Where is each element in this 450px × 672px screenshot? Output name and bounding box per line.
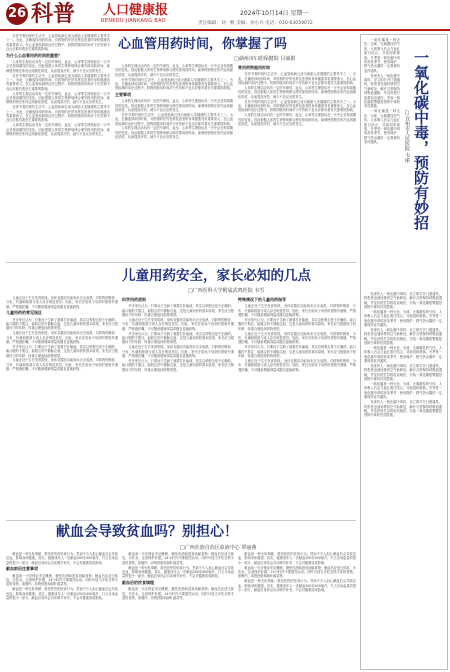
article-body [122, 296, 234, 518]
article-body [238, 296, 356, 518]
paragraph: 许多家长认为，只要孩子生病了就要打针输液，其实这种观念是不正确的。能口服的不肌注，能肌注的不静脉注射，这是儿童用药的基本原则，家长应当根据孩子的年龄、体重合理选择药物剂型。 [122, 304, 234, 318]
paragraph: 儿童正处于生长发育阶段，身体各器官功能尚未完全成熟，对药物的吸收、分布、代谢和排泄与成人存在明显差异。因此，家长在给孩子用药时需格外谨慎，严格遵医嘱，不可随意增减剂量或擅自更换药物。 [122, 318, 234, 331]
paragraph: 在快节奏的现代生活中，心血管疾病已成为威胁人类健康的主要杀手之一。为此，正确选择用药时间，对药物的疗效发挥及患者的身体健康具有重要意义。在心血管疾病的治疗过程中，药物的服用时间对于疗效和不良反应都有着至关重要的影响。 [6, 105, 110, 123]
subheading: 献血后的饮食调理 [122, 579, 154, 585]
subheading: 主要事项 [115, 91, 131, 97]
paragraph: 许多家长认为，只要孩子生病了就要打针输液，其实这种观念是不正确的。能口服的不肌注，能肌注的不静脉注射，这是儿童用药的基本原则，家长应当根据孩子的年龄、体重合理选择药物剂型。 [6, 344, 118, 358]
article-body [115, 64, 233, 260]
paragraph: 许多家长认为，只要孩子生病了就要打针输液，其实这种观念是不正确的。能口服的不肌注，能肌注的不静脉注射，这是儿童用药的基本原则，家长应当根据孩子的年龄、体重合理选择药物剂型。 [6, 317, 118, 331]
paragraph: 发现有人一氧化碳中毒时，应立即打开门窗通风，将患者迅速转移到空气新鲜处，解开衣领保持呼吸道通畅，并及时拨打急救电话就医。安装一氧化碳报警器是预防中毒的有效措施。 [364, 364, 442, 382]
paragraph: 发现有人一氧化碳中毒时，应立即打开门窗通风，将患者迅速转移到空气新鲜处，解开衣领保持呼吸道通畅，并及时拨打急救电话就医。安装一氧化碳报警器是预防中毒的有效措施。 [364, 328, 442, 346]
subheading: 特殊情况下的儿童用药指导 [238, 297, 286, 302]
divider [6, 520, 356, 521]
paragraph: 发现有人一氧化碳中毒时，应立即打开门窗通风，将患者迅速转移到空气新鲜处，解开衣领保持呼吸道通畅，并及时拨打急救电话就医。安装一氧化碳报警器是预防中毒的有效措施。 [364, 292, 442, 310]
masthead-logo: 人口健康报 [103, 3, 169, 18]
paragraph: 献血是一种无私奉献、救死扶伤的崇高行为。然而不少人担心献血后会导致贫血，影响身体健康。其实，健康成年人一次献血200至400毫升，只占全身血量的很小一部分，献血后身体会自动调节补充，不会对健康造成影响。 [238, 552, 356, 565]
paragraph: 人体的生理活动具有一定的节律性，血压、心率等生理指标在一天中会呈现周期性的变化。因此根据人体的生物钟规律合理安排用药时间，能够使药物在体内达到最佳浓度，从而提高疗效、减少不良反应的发生。 [238, 86, 356, 99]
paragraph: 儿童正处于生长发育阶段，身体各器官功能尚未完全成熟，对药物的吸收、分布、代谢和排泄与成人存在明显差异。因此，家长在给孩子用药时需格外谨慎，严格遵医嘱，不可随意增减剂量或擅自更换药物。 [6, 358, 118, 372]
paragraph: 献血前一天应保证充足睡眠，避免饮酒和进食油腻食物；献血后应适当休息，多饮水，注意保护针眼，24小时内不要剧烈运动。同时可适当多吃含铁丰富的食物，如瘦肉、动物肝脏和绿叶蔬菜等。 [238, 565, 356, 579]
paragraph: 人体的生理活动具有一定的节律性，血压、心率等生理指标在一天中会呈现周期性的变化。因此根据人体的生物钟规律合理安排用药时间，能够使药物在体内达到最佳浓度，从而提高疗效、减少不良反应的发生。 [6, 123, 110, 137]
article-body [122, 552, 234, 668]
paragraph: 人体的生理活动具有一定的节律性，血压、心率等生理指标在一天中会呈现周期性的变化。因此根据人体的生物钟规律合理安排用药时间，能够使药物在体内达到最佳浓度，从而提高疗效、减少不良反应的发生。 [6, 91, 110, 105]
paragraph: 在快节奏的现代生活中，心血管疾病已成为威胁人类健康的主要杀手之一。为此，正确选择用药时间，对药物的疗效发挥及患者的身体健康具有重要意义。在心血管疾病的治疗过程中，药物的服用时间对于疗效和不良反应都有着至关重要的影响。 [6, 73, 110, 91]
paragraph: 儿童正处于生长发育阶段，身体各器官功能尚未完全成熟，对药物的吸收、分布、代谢和排泄与成人存在明显差异。因此，家长在给孩子用药时需格外谨慎，严格遵医嘱，不可随意增减剂量或擅自更换药物。 [238, 304, 356, 318]
subheading: 儿童用药的常见误区 [6, 310, 42, 316]
paragraph: 儿童正处于生长发育阶段，身体各器官功能尚未完全成熟，对药物的吸收、分布、代谢和排泄与成人存在明显差异。因此，家长在给孩子用药时需格外谨慎，严格遵医嘱，不可随意增减剂量或擅自更换药物。 [6, 331, 118, 345]
article-body [364, 292, 442, 664]
paragraph: 在快节奏的现代生活中，心血管疾病已成为威胁人类健康的主要杀手之一。为此，正确选择用药时间，对药物的疗效发挥及患者的身体健康具有重要意义。在心血管疾病的治疗过程中，药物的服用时间对于疗效和不良反应都有着至关重要的影响。 [115, 112, 233, 126]
paragraph: 献血前一天应保证充足睡眠，避免饮酒和进食油腻食物；献血后应适当休息，多饮水，注意保护针眼，24小时内不要剧烈运动。同时可适当多吃含铁丰富的食物，如瘦肉、动物肝脏和绿叶蔬菜等。 [6, 573, 118, 587]
paragraph: 献血是一种无私奉献、救死扶伤的崇高行为。然而不少人担心献血后会导致贫血，影响身体健康。其实，健康成年人一次献血200至400毫升，只占全身血量的很小一部分，献血后身体会自动调节补充，不会对健康造成影响。 [6, 552, 118, 565]
byline: □广西医科大学附属武鸣医院 韦雪 [188, 288, 265, 294]
article-body [364, 38, 400, 288]
masthead-pinyin: RENKOU JIANKANG BAO [101, 18, 166, 24]
paragraph: 在快节奏的现代生活中，心血管疾病已成为威胁人类健康的主要杀手之一。为此，正确选择用药时间，对药物的疗效发挥及患者的身体健康具有重要意义。在心血管疾病的治疗过程中，药物的服用时间对于疗效和不良反应都有着至关重要的影响。 [6, 34, 110, 52]
paragraph: 许多家长认为，只要孩子生病了就要打针输液，其实这种观念是不正确的。能口服的不肌注，能肌注的不静脉注射，这是儿童用药的基本原则，家长应当根据孩子的年龄、体重合理选择药物剂型。 [238, 318, 356, 331]
paragraph: 在快节奏的现代生活中，心血管疾病已成为威胁人类健康的主要杀手之一。为此，正确选择用药时间，对药物的疗效发挥及患者的身体健康具有重要意义。在心血管疾病的治疗过程中，药物的服用时间对于疗效和不良反应都有着至关重要的影响。 [115, 77, 233, 91]
paragraph: 献血是一种无私奉献、救死扶伤的崇高行为。然而不少人担心献血后会导致贫血，影响身体健康。其实，健康成年人一次献血200至400毫升，只占全身血量的很小一部分，献血后身体会自动调节补充，不会对健康造成影响。 [122, 565, 234, 579]
article-body [6, 552, 118, 668]
paragraph: 一氧化碳是一种无色、无味、无刺激性的气体，人体吸入后会与血红蛋白结合，导致组织缺氧。冬季是一氧化碳中毒的高发季节，使用煤炉、燃气热水器时一定要保持室内通风。 [364, 382, 442, 400]
divider [6, 262, 356, 263]
paragraph: 一氧化碳是一种无色、无味、无刺激性的气体，人体吸入后会与血红蛋白结合，导致组织缺氧。冬季是一氧化碳中毒的高发季节，使用煤炉、燃气热水器时一定要保持室内通风。 [364, 109, 400, 145]
paragraph: 人体的生理活动具有一定的节律性，血压、心率等生理指标在一天中会呈现周期性的变化。因此根据人体的生物钟规律合理安排用药时间，能够使药物在体内达到最佳浓度，从而提高疗效、减少不良反应的发生。 [6, 60, 110, 73]
subheading: 常用药物服用时间 [238, 65, 270, 70]
paragraph: 许多家长认为，只要孩子生病了就要打针输液，其实这种观念是不正确的。能口服的不肌注，能肌注的不静脉注射，这是儿童用药的基本原则，家长应当根据孩子的年龄、体重合理选择药物剂型。 [238, 345, 356, 359]
subheading: 献血前后注意事项 [6, 566, 38, 572]
issue-date: 2024年10月14日 星期一 [240, 10, 309, 17]
paragraph: 人体的生理活动具有一定的节律性，血压、心率等生理指标在一天中会呈现周期性的变化。因此根据人体的生物钟规律合理安排用药时间，能够使药物在体内达到最佳浓度，从而提高疗效、减少不良反应的发生。 [115, 99, 233, 113]
page-header [0, 0, 450, 31]
section-title: 科普 [31, 1, 76, 27]
paragraph: 儿童正处于生长发育阶段，身体各器官功能尚未完全成熟，对药物的吸收、分布、代谢和排泄与成人存在明显差异。因此，家长在给孩子用药时需格外谨慎，严格遵医嘱，不可随意增减剂量或擅自更换药物。 [122, 345, 234, 359]
paragraph: 人体的生理活动具有一定的节律性，血压、心率等生理指标在一天中会呈现周期性的变化。因此根据人体的生物钟规律合理安排用药时间，能够使药物在体内达到最佳浓度，从而提高疗效、减少不良反应的发生。 [115, 126, 233, 140]
paragraph: 献血前一天应保证充足睡眠，避免饮酒和进食油腻食物；献血后应适当休息，多饮水，注意保护针眼，24小时内不要剧烈运动。同时可适当多吃含铁丰富的食物，如瘦肉、动物肝脏和绿叶蔬菜等。 [122, 587, 234, 601]
page-number: 26 [6, 3, 28, 25]
byline: □宜州市人民医院 韦丽 [404, 110, 410, 163]
paragraph: 发现有人一氧化碳中毒时，应立即打开门窗通风，将患者迅速转移到空气新鲜处，解开衣领保持呼吸道通畅，并及时拨打急救电话就医。安装一氧化碳报警器是预防中毒的有效措施。 [364, 73, 400, 109]
paragraph: 人体的生理活动具有一定的节律性，血压、心率等生理指标在一天中会呈现周期性的变化。因此根据人体的生物钟规律合理安排用药时间，能够使药物在体内达到最佳浓度，从而提高疗效、减少不良反应的发生。 [238, 113, 356, 127]
paragraph: 献血是一种无私奉献、救死扶伤的崇高行为。然而不少人担心献血后会导致贫血，影响身体健康。其实，健康成年人一次献血200至400毫升，只占全身血量的很小一部分，献血后身体会自动调节补充，不会对健康造成影响。 [238, 579, 356, 593]
subheading: 为什么心血管用药时间很重要？ [6, 52, 62, 58]
headline: 一氧化碳中毒，预防有妙招 [412, 50, 430, 230]
paragraph: 发现有人一氧化碳中毒时，应立即打开门窗通风，将患者迅速转移到空气新鲜处，解开衣领保持呼吸道通畅，并及时拨打急救电话就医。安装一氧化碳报警器是预防中毒的有效措施。 [364, 400, 442, 418]
headline: 心血管用药时间，你掌握了吗 [118, 37, 288, 52]
headline: 儿童用药安全，家长必知的几点 [122, 268, 311, 284]
paragraph: 献血前一天应保证充足睡眠，避免饮酒和进食油腻食物；献血后应适当休息，多饮水，注意保护针眼，24小时内不要剧烈运动。同时可适当多吃含铁丰富的食物，如瘦肉、动物肝脏和绿叶蔬菜等。 [122, 552, 234, 565]
paragraph: 儿童正处于生长发育阶段，身体各器官功能尚未完全成熟，对药物的吸收、分布、代谢和排泄与成人存在明显差异。因此，家长在给孩子用药时需格外谨慎，严格遵医嘱，不可随意增减剂量或擅自更换药物。 [238, 331, 356, 345]
paragraph: 一氧化碳是一种无色、无味、无刺激性的气体，人体吸入后会与血红蛋白结合，导致组织缺氧。冬季是一氧化碳中毒的高发季节，使用煤炉、燃气热水器时一定要保持室内通风。 [364, 310, 442, 328]
article-body [238, 64, 356, 260]
article-body [6, 296, 118, 518]
paragraph: 许多家长认为，只要孩子生病了就要打针输液，其实这种观念是不正确的。能口服的不肌注，能肌注的不静脉注射，这是儿童用药的基本原则，家长应当根据孩子的年龄、体重合理选择药物剂型。 [122, 331, 234, 345]
headline: 献血会导致贫血吗？别担心！ [56, 524, 238, 540]
paragraph: 在快节奏的现代生活中，心血管疾病已成为威胁人类健康的主要杀手之一。为此，正确选择用药时间，对药物的疗效发挥及患者的身体健康具有重要意义。在心血管疾病的治疗过程中，药物的服用时间对于疗效和不良反应都有着至关重要的影响。 [238, 99, 356, 113]
article-body [238, 552, 356, 668]
paragraph: 儿童正处于生长发育阶段，身体各器官功能尚未完全成熟，对药物的吸收、分布、代谢和排泄与成人存在明显差异。因此，家长在给孩子用药时需格外谨慎，严格遵医嘱，不可随意增减剂量或擅自更换药物。 [6, 296, 118, 309]
byline: □湖州市妇幼保健院 吕丽娟 [234, 56, 296, 62]
paragraph: 一氧化碳是一种无色、无味、无刺激性的气体，人体吸入后会与血红蛋白结合，导致组织缺氧。冬季是一氧化碳中毒的高发季节，使用煤炉、燃气热水器时一定要保持室内通风。 [364, 38, 400, 73]
editor-line: 责任编辑：刘一帆 美编：孙小卉 电话：010-63059072 [198, 21, 313, 26]
byline: □广西壮族自治区血液中心 覃丽燕 [180, 545, 257, 551]
article-body [6, 34, 110, 292]
subheading: 科学用药原则 [122, 297, 146, 302]
paragraph: 在快节奏的现代生活中，心血管疾病已成为威胁人类健康的主要杀手之一。为此，正确选择用药时间，对药物的疗效发挥及患者的身体健康具有重要意义。在心血管疾病的治疗过程中，药物的服用时间对于疗效和不良反应都有着至关重要的影响。 [238, 72, 356, 86]
paragraph: 一氧化碳是一种无色、无味、无刺激性的气体，人体吸入后会与血红蛋白结合，导致组织缺氧。冬季是一氧化碳中毒的高发季节，使用煤炉、燃气热水器时一定要保持室内通风。 [364, 346, 442, 364]
paragraph: 人体的生理活动具有一定的节律性，血压、心率等生理指标在一天中会呈现周期性的变化。因此根据人体的生物钟规律合理安排用药时间，能够使药物在体内达到最佳浓度，从而提高疗效、减少不良反应的发生。 [115, 64, 233, 77]
paragraph: 儿童正处于生长发育阶段，身体各器官功能尚未完全成熟，对药物的吸收、分布、代谢和排泄与成人存在明显差异。因此，家长在给孩子用药时需格外谨慎，严格遵医嘱，不可随意增减剂量或擅自更换药物。 [238, 358, 356, 372]
paragraph: 献血是一种无私奉献、救死扶伤的崇高行为。然而不少人担心献血后会导致贫血，影响身体健康。其实，健康成年人一次献血200至400毫升，只占全身血量的很小一部分，献血后身体会自动调节补充，不会对健康造成影响。 [6, 587, 118, 601]
paragraph: 许多家长认为，只要孩子生病了就要打针输液，其实这种观念是不正确的。能口服的不肌注，能肌注的不静脉注射，这是儿童用药的基本原则，家长应当根据孩子的年龄、体重合理选择药物剂型。 [122, 358, 234, 372]
